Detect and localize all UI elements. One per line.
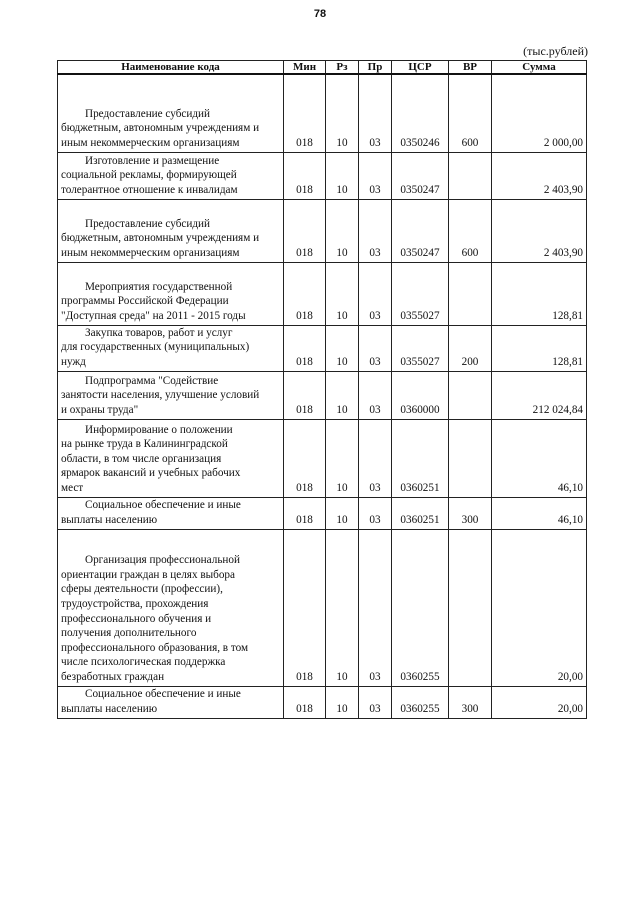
page-number: 78 — [313, 8, 327, 20]
table-row — [58, 529, 587, 686]
table-row — [58, 686, 587, 718]
row-csr-cell: 0360000 — [392, 371, 449, 419]
row-name-line: Закупка товаров, работ и услуг — [85, 326, 233, 339]
row-name-line: бюджетным, автономным учреждениям и — [61, 232, 260, 245]
row-csr-cell: 0350247 — [392, 152, 449, 199]
header-pr: Пр — [359, 61, 392, 75]
row-name-line: числе психологическая поддержка — [61, 656, 226, 669]
row-name-cell — [58, 199, 284, 262]
row-pr-cell: 03 — [359, 497, 392, 529]
header-csr: ЦСР — [392, 61, 449, 75]
row-rz-cell: 10 — [326, 529, 359, 686]
table-header-row — [58, 61, 587, 75]
row-name-line: нужд — [61, 355, 86, 368]
row-min-cell: 018 — [284, 325, 326, 371]
row-name-line: сферы деятельности (профессии), — [61, 583, 223, 596]
header-vr: ВР — [449, 61, 492, 75]
table-body — [58, 74, 587, 718]
table-row — [58, 325, 587, 371]
budget-table — [57, 60, 587, 719]
header-min: Мин — [284, 61, 326, 75]
row-sum-cell: 46,10 — [492, 419, 587, 497]
row-name-line: бюджетным, автономным учреждениям и — [61, 122, 260, 135]
header-name: Наименование кода — [58, 61, 284, 75]
row-name-line: Подпрограмма "Содействие — [85, 374, 219, 387]
row-min-cell: 018 — [284, 497, 326, 529]
row-rz-cell: 10 — [326, 419, 359, 497]
row-name-line: трудоустройства, прохождения — [61, 597, 209, 610]
row-name-line: Изготовление и размещение — [85, 154, 220, 167]
row-name-line: для государственных (муниципальных) — [61, 341, 250, 354]
row-name-line: профессионального обучения и — [61, 612, 212, 625]
row-pr-cell: 03 — [359, 74, 392, 152]
row-rz-cell: 10 — [326, 262, 359, 325]
row-vr-cell — [449, 371, 492, 419]
row-name-cell — [58, 419, 284, 497]
row-name-cell — [58, 262, 284, 325]
row-vr-cell: 200 — [449, 325, 492, 371]
row-name-line: Предоставление субсидий — [85, 217, 211, 230]
row-name-line: Организация профессиональной — [85, 554, 240, 567]
row-vr-cell: 600 — [449, 74, 492, 152]
row-name-line: безработных граждан — [61, 670, 165, 683]
row-name-line: иным некоммерческим организациям — [61, 246, 240, 259]
row-name-line: Мероприятия государственной — [85, 280, 233, 293]
row-rz-cell: 10 — [326, 325, 359, 371]
row-name-line: Предоставление субсидий — [85, 107, 211, 120]
row-name-line: иным некоммерческим организациям — [61, 136, 240, 149]
row-name-line: ориентации граждан в целях выбора — [61, 568, 235, 581]
row-min-cell: 018 — [284, 152, 326, 199]
row-sum-cell: 2 403,90 — [492, 152, 587, 199]
row-pr-cell: 03 — [359, 371, 392, 419]
row-vr-cell — [449, 152, 492, 199]
row-csr-cell: 0360251 — [392, 497, 449, 529]
row-name-cell — [58, 371, 284, 419]
row-vr-cell — [449, 529, 492, 686]
row-rz-cell: 10 — [326, 74, 359, 152]
row-rz-cell: 10 — [326, 152, 359, 199]
row-name-cell — [58, 497, 284, 529]
row-vr-cell: 300 — [449, 497, 492, 529]
row-min-cell: 018 — [284, 74, 326, 152]
row-vr-cell: 600 — [449, 199, 492, 262]
row-sum-cell: 20,00 — [492, 686, 587, 718]
row-csr-cell: 0360251 — [392, 419, 449, 497]
row-sum-cell: 128,81 — [492, 262, 587, 325]
row-pr-cell: 03 — [359, 199, 392, 262]
row-csr-cell: 0355027 — [392, 262, 449, 325]
row-vr-cell — [449, 262, 492, 325]
row-pr-cell: 03 — [359, 419, 392, 497]
units-label: (тыс.рублей) — [523, 44, 588, 58]
row-name-line: выплаты населению — [61, 702, 158, 715]
row-name-cell — [58, 325, 284, 371]
table-row — [58, 152, 587, 199]
row-name-line: выплаты населению — [61, 513, 158, 526]
row-sum-cell: 128,81 — [492, 325, 587, 371]
row-name-line: толерантное отношение к инвалидам — [61, 183, 238, 196]
row-pr-cell: 03 — [359, 262, 392, 325]
row-name-line: Социальное обеспечение и иные — [85, 499, 241, 512]
row-csr-cell: 0360255 — [392, 686, 449, 718]
row-csr-cell: 0360255 — [392, 529, 449, 686]
row-name-cell — [58, 74, 284, 152]
row-csr-cell: 0350246 — [392, 74, 449, 152]
row-name-line: ярмарок вакансий и учебных рабочих — [61, 467, 241, 480]
table-row — [58, 371, 587, 419]
row-vr-cell: 300 — [449, 686, 492, 718]
row-sum-cell: 46,10 — [492, 497, 587, 529]
row-rz-cell: 10 — [326, 371, 359, 419]
row-sum-cell: 212 024,84 — [492, 371, 587, 419]
row-min-cell: 018 — [284, 262, 326, 325]
row-pr-cell: 03 — [359, 686, 392, 718]
row-vr-cell — [449, 419, 492, 497]
row-min-cell: 018 — [284, 686, 326, 718]
row-sum-cell: 2 000,00 — [492, 74, 587, 152]
row-name-line: занятости населения, улучшение условий — [61, 389, 260, 402]
row-name-line: "Доступная среда" на 2011 - 2015 годы — [61, 309, 246, 322]
row-min-cell: 018 — [284, 529, 326, 686]
table-row — [58, 262, 587, 325]
row-rz-cell: 10 — [326, 199, 359, 262]
table-row — [58, 74, 587, 152]
row-min-cell: 018 — [284, 419, 326, 497]
header-sum: Сумма — [492, 61, 587, 75]
row-rz-cell: 10 — [326, 497, 359, 529]
row-name-line: области, в том числе организация — [61, 452, 222, 465]
row-name-line: мест — [61, 481, 84, 494]
row-csr-cell: 0350247 — [392, 199, 449, 262]
table-row — [58, 419, 587, 497]
row-sum-cell: 20,00 — [492, 529, 587, 686]
row-pr-cell: 03 — [359, 325, 392, 371]
row-name-line: Информирование о положении — [85, 423, 233, 436]
row-name-line: получения дополнительного — [61, 627, 197, 640]
row-csr-cell: 0355027 — [392, 325, 449, 371]
header-rz: Рз — [326, 61, 359, 75]
row-min-cell: 018 — [284, 371, 326, 419]
row-pr-cell: 03 — [359, 152, 392, 199]
row-name-line: профессионального образования, в том — [61, 641, 249, 654]
row-name-line: на рынке труда в Калининградской — [61, 438, 228, 451]
row-min-cell: 018 — [284, 199, 326, 262]
row-name-cell — [58, 686, 284, 718]
row-name-line: социальной рекламы, формирующей — [61, 169, 237, 182]
row-rz-cell: 10 — [326, 686, 359, 718]
row-name-line: и охраны труда" — [61, 403, 139, 416]
table-row — [58, 199, 587, 262]
row-name-line: Социальное обеспечение и иные — [85, 688, 241, 701]
row-pr-cell: 03 — [359, 529, 392, 686]
row-name-cell — [58, 152, 284, 199]
table-row — [58, 497, 587, 529]
row-name-cell — [58, 529, 284, 686]
row-sum-cell: 2 403,90 — [492, 199, 587, 262]
row-name-line: программы Российской Федерации — [61, 295, 229, 308]
